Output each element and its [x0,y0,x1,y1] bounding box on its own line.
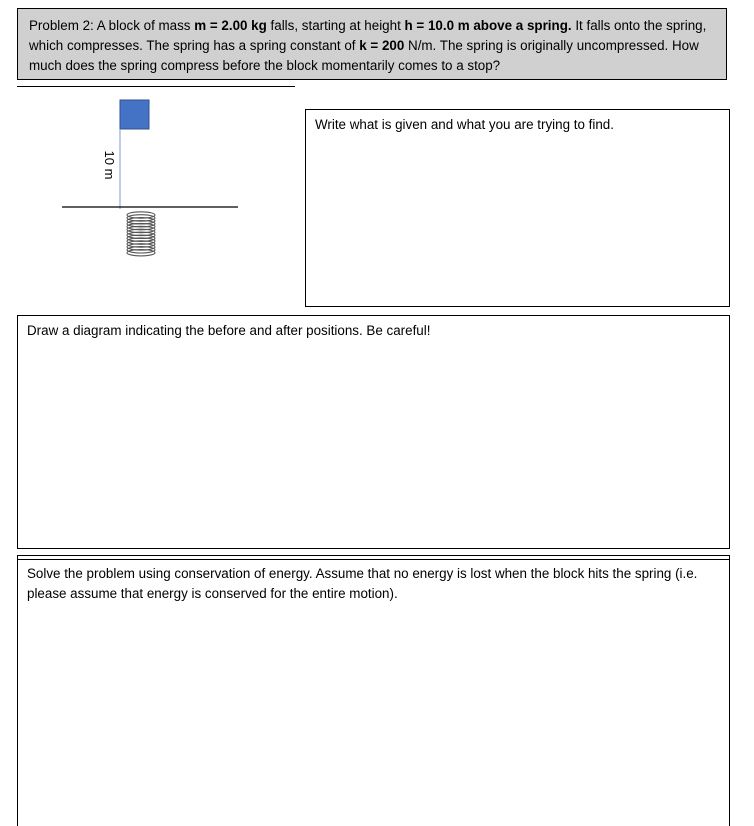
given-find-box[interactable] [305,109,730,307]
problem-spring-constant: k = 200 [359,38,405,53]
diagram-prompt: Draw a diagram indicating the before and after positions. Be careful! [27,323,431,338]
block-spring-figure [17,86,295,308]
problem-height: h = 10.0 m above a spring. [404,18,572,33]
given-find-prompt: Write what is given and what you are trying to find. [315,117,614,132]
spring [127,212,155,256]
diagram-box[interactable] [17,315,730,549]
height-label: 10 m [102,150,117,180]
problem-mid1: falls, starting at height [266,18,405,33]
figure-svg [17,87,295,309]
problem-mass: m = 2.00 kg [194,18,267,33]
problem-mid2: It falls onto the spring, which compresses. The spring has a spring constant of [29,18,707,53]
solution-prompt: Solve the problem using conservation of energy. Assume that no energy is lost when the block hits the spring (i.e. please assume that energy is conserved for the entire motion). [27,566,698,601]
solution-box[interactable] [17,555,730,826]
falling-block [120,100,149,129]
problem-suffix: N/m. The spring is originally uncompressed. How much does the spring compress before the block momentarily comes to a stop? [29,38,699,73]
problem-statement [17,8,727,80]
problem-prefix: Problem 2: A block of mass [29,18,195,33]
